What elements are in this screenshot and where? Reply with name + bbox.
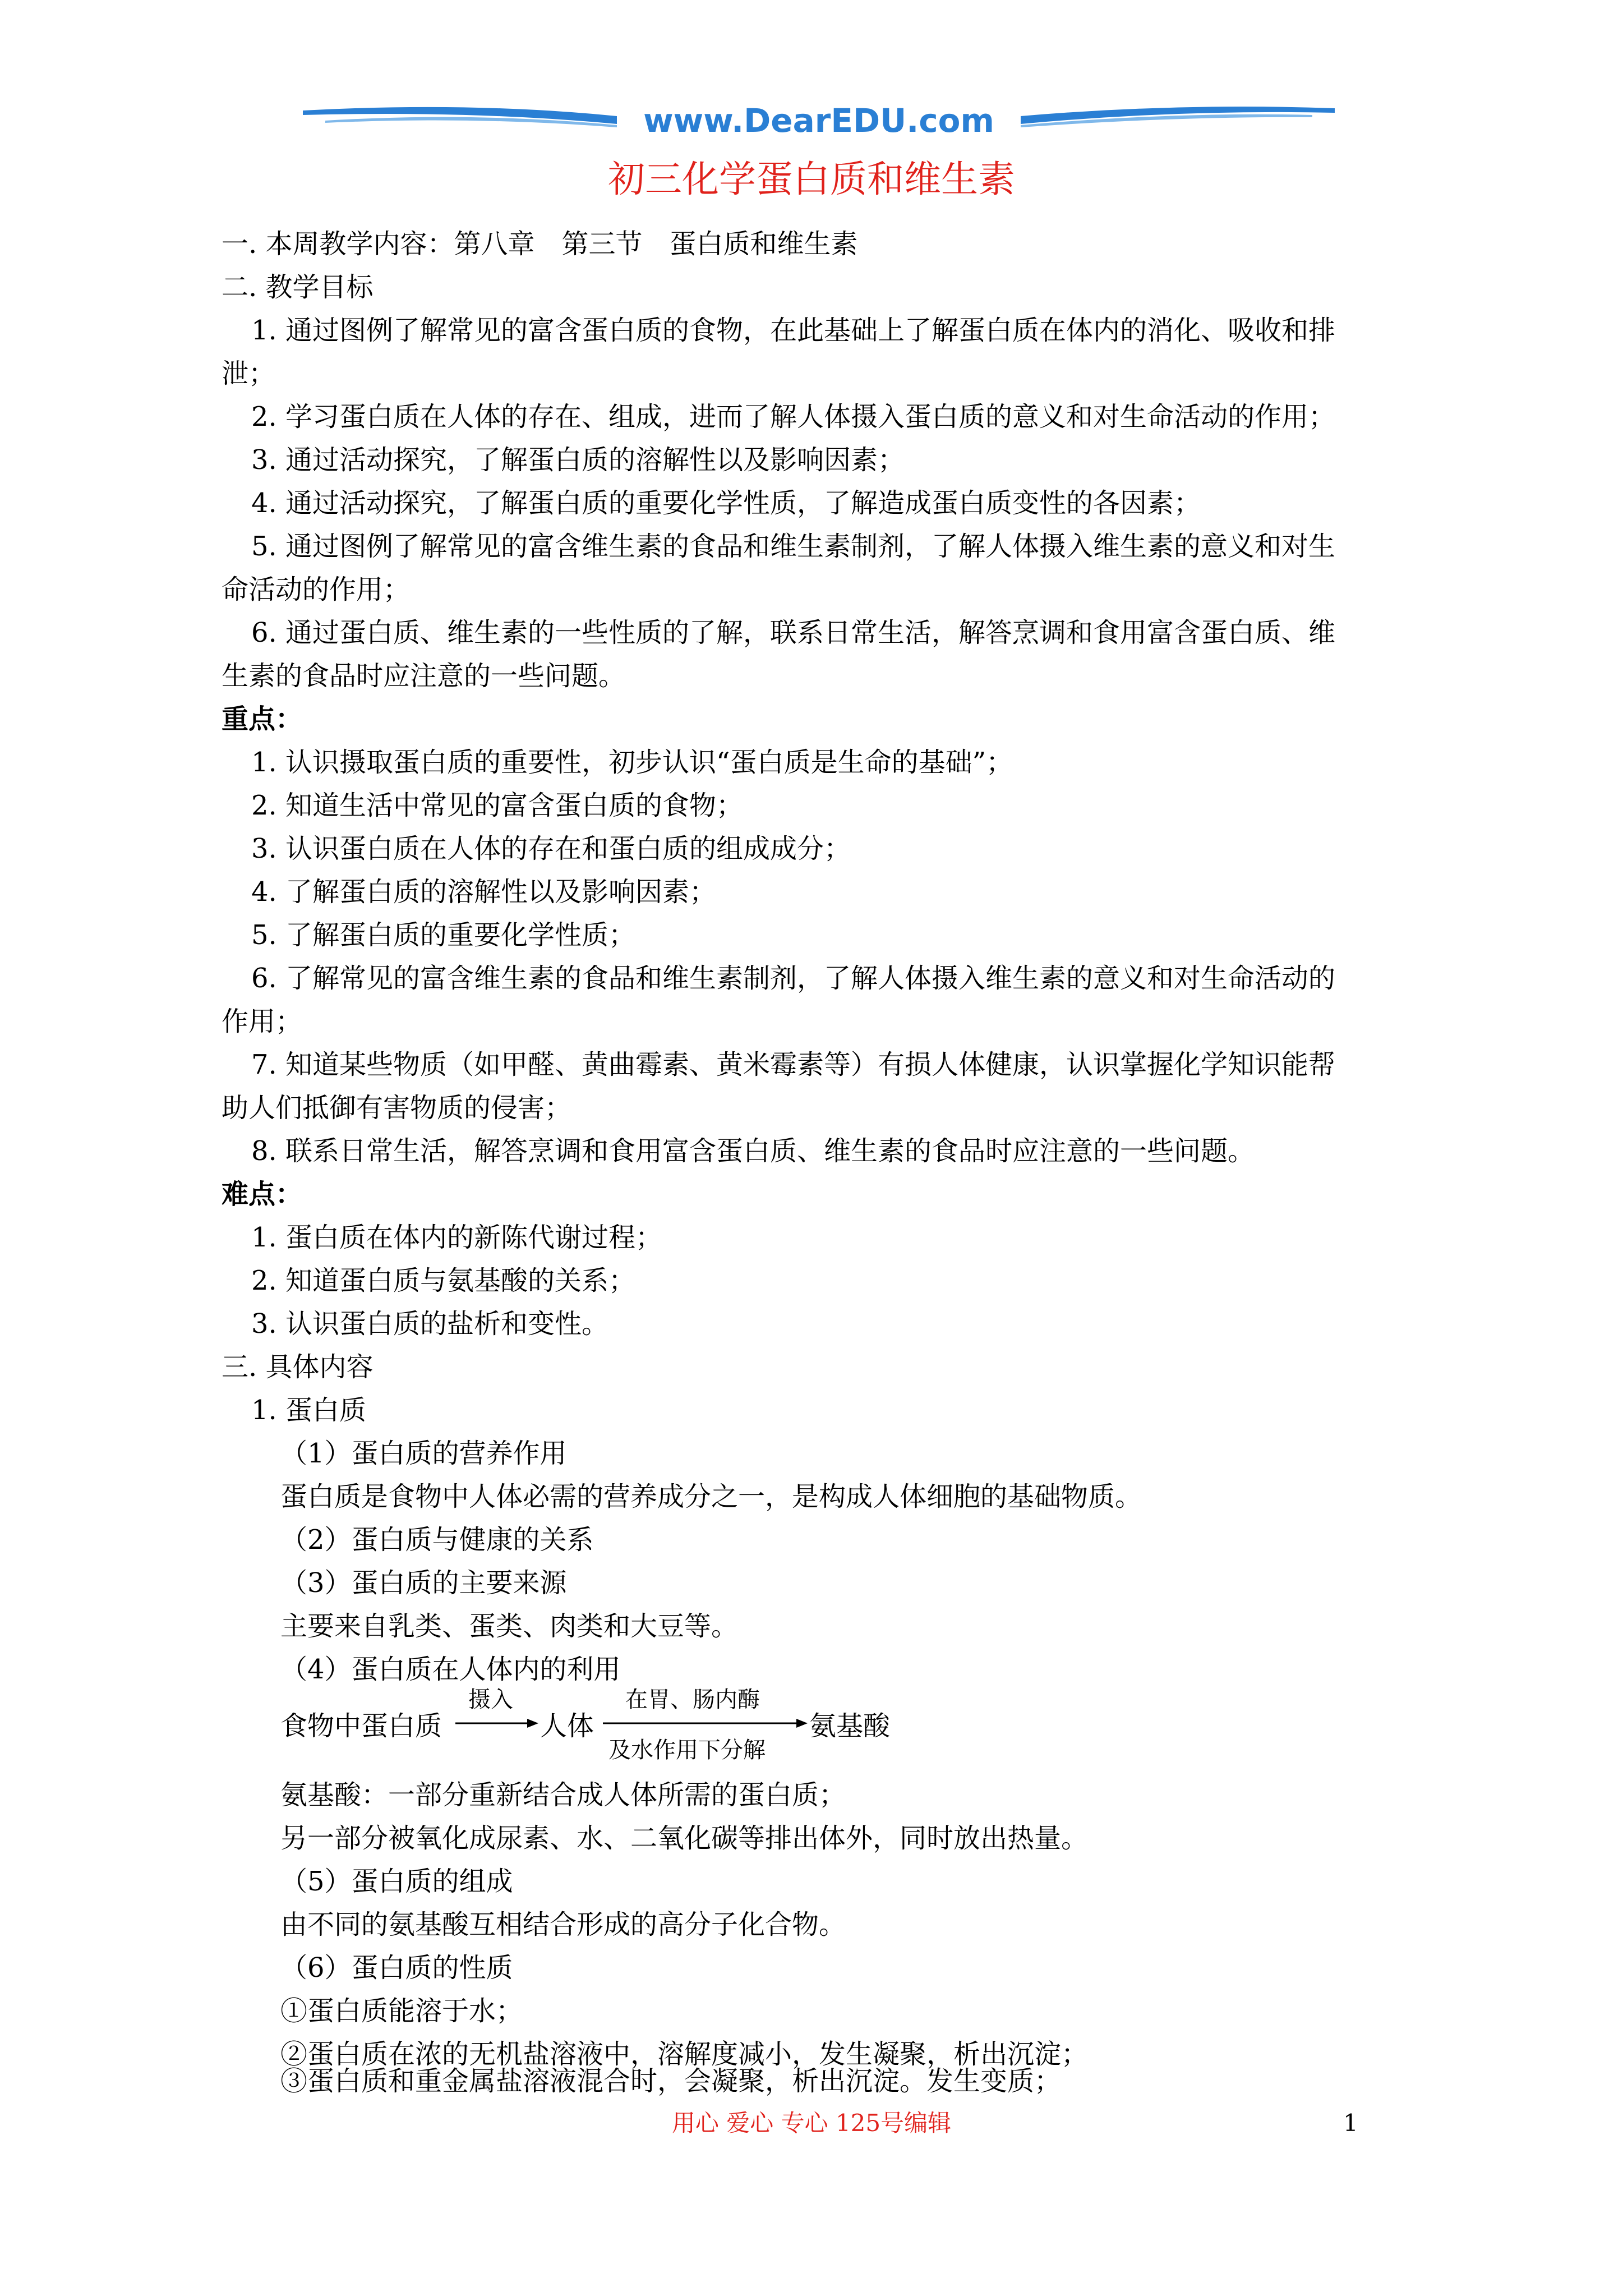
site-url: www.DearEDU.com (617, 98, 1021, 143)
text-line: 5. 了解蛋白质的重要化学性质； (251, 919, 636, 951)
text-line: 由不同的氨基酸互相结合形成的高分子化合物。 (280, 1909, 846, 1940)
text-line: （4）蛋白质在人体内的利用 (280, 1654, 621, 1685)
text-line: 泄； (222, 358, 276, 389)
site-banner (303, 98, 1335, 143)
text-line: 7. 知道某些物质（如甲醛、黄曲霉素、黄米霉素等）有损人体健康，认识掌握化学知识能帮 (251, 1049, 1336, 1080)
text-line: 生素的食品时应注意的一些问题。 (222, 660, 626, 692)
text-line: 助人们抵御有害物质的侵害； (222, 1092, 572, 1124)
page-title: 初三化学蛋白质和维生素 (608, 158, 1015, 201)
text-line: 2. 知道蛋白质与氨基酸的关系； (251, 1265, 636, 1296)
text-line: 命活动的作用； (222, 574, 411, 605)
text-line: （6）蛋白质的性质 (280, 1952, 513, 1984)
text-line: ②蛋白质在浓的无机盐溶液中，溶解度减小，发生凝聚，析出沉淀； (280, 2039, 1089, 2070)
subheading-difficulties: 难点： (222, 1179, 303, 1210)
diagram-start-label: 食物中蛋白质 (280, 1710, 442, 1742)
subheading-key-points: 重点： (222, 703, 303, 735)
section-heading: 一. 本周教学内容：第八章 第三节 蛋白质和维生素 (222, 228, 858, 260)
text-line: 6. 通过蛋白质、维生素的一些性质的了解，联系日常生活，解答烹调和食用富含蛋白质、维 (251, 617, 1336, 648)
text-line: 2. 知道生活中常见的富含蛋白质的食物； (251, 790, 744, 821)
text-line: 1. 蛋白质在体内的新陈代谢过程； (251, 1222, 663, 1253)
diagram-arrow2-bottom-label: 及水作用下分解 (608, 1737, 766, 1763)
text-line: 4. 通过活动探究，了解蛋白质的重要化学性质，了解造成蛋白质变性的各因素； (251, 487, 1201, 519)
diagram-arrow1-label: 摄入 (468, 1687, 513, 1713)
text-line: （5）蛋白质的组成 (280, 1866, 513, 1897)
text-line: 1. 通过图例了解常见的富含蛋白质的食物，在此基础上了解蛋白质在体内的消化、吸收和排 (251, 315, 1336, 346)
page-number: 1 (1343, 2109, 1358, 2137)
section-heading: 三. 具体内容 (222, 1351, 374, 1383)
text-line: 氨基酸：一部分重新结合成人体所需的蛋白质； (280, 1779, 846, 1811)
text-line: 另一部分被氧化成尿素、水、二氧化碳等排出体外，同时放出热量。 (280, 1823, 1089, 1854)
page-footer: 用心 爱心 专心 125号编辑 (671, 2109, 952, 2137)
text-line: 蛋白质是食物中人体必需的营养成分之一，是构成人体细胞的基础物质。 (280, 1481, 1142, 1512)
text-line: 5. 通过图例了解常见的富含维生素的食品和维生素制剂，了解人体摄入维生素的意义和对生 (251, 531, 1336, 562)
text-line: 主要来自乳类、蛋类、肉类和大豆等。 (280, 1611, 739, 1642)
diagram-arrow2-top-label: 在胃、肠内酶 (625, 1687, 760, 1713)
text-line: 3. 认识蛋白质的盐析和变性。 (251, 1308, 609, 1340)
text-line: 2. 学习蛋白质在人体的存在、组成，进而了解人体摄入蛋白质的意义和对生命活动的作用； (251, 401, 1336, 432)
text-line: （1）蛋白质的营养作用 (280, 1438, 567, 1469)
text-line: 4. 了解蛋白质的溶解性以及影响因素； (251, 876, 717, 908)
text-line: （3）蛋白质的主要来源 (280, 1567, 567, 1599)
diagram-middle-label: 人体 (540, 1710, 594, 1742)
text-line: ①蛋白质能溶于水； (280, 1995, 523, 2027)
text-line: 1. 认识摄取蛋白质的重要性，初步认识“蛋白质是生命的基础”； (251, 747, 1013, 778)
protein-process-diagram (280, 1672, 1066, 1784)
text-line: 8. 联系日常生活，解答烹调和食用富含蛋白质、维生素的食品时应注意的一些问题。 (251, 1135, 1255, 1167)
text-line: （2）蛋白质与健康的关系 (280, 1524, 594, 1556)
text-line: 6. 了解常见的富含维生素的食品和维生素制剂，了解人体摄入维生素的意义和对生命活动的 (251, 963, 1336, 994)
text-line: 3. 通过活动探究，了解蛋白质的溶解性以及影响因素； (251, 444, 905, 476)
text-line: ③蛋白质和重金属盐溶液混合时，会凝聚，析出沉淀。发生变质； (280, 2065, 1062, 2097)
diagram-end-label: 氨基酸 (809, 1710, 891, 1742)
text-line: 作用； (222, 1006, 303, 1037)
section-heading: 二. 教学目标 (222, 272, 374, 303)
text-line: 1. 蛋白质 (251, 1395, 367, 1426)
text-line: 3. 认识蛋白质在人体的存在和蛋白质的组成成分； (251, 833, 851, 864)
